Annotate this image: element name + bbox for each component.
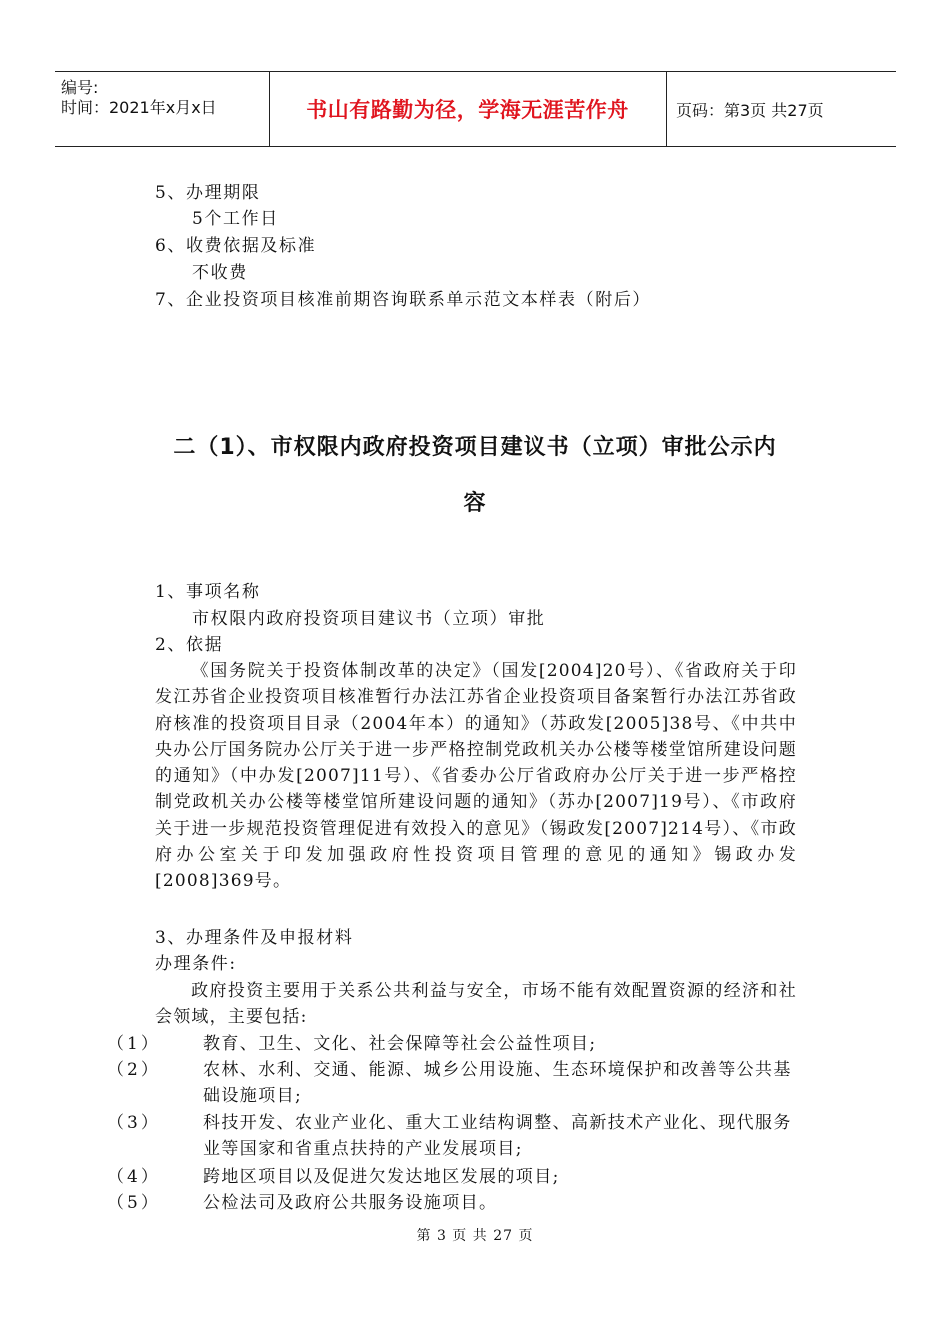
list-item-text: 教育、卫生、文化、社会保障等社会公益性项目; xyxy=(203,1034,597,1054)
list-item-number: （3） xyxy=(107,1113,161,1133)
list-item-text: 农林、水利、交通、能源、城乡公用设施、生态环境保护和改善等公共基础设施项目; xyxy=(203,1060,792,1106)
item2-title: 2、依据 xyxy=(155,635,224,655)
conditions-intro xyxy=(155,978,797,1031)
list-item xyxy=(107,1110,797,1162)
list-item-text: 公检法司及政府公共服务设施项目。 xyxy=(203,1193,498,1213)
header-divider xyxy=(666,72,667,146)
list-item-number: （4） xyxy=(107,1167,161,1187)
header-motto: 书山有路勤为径，学海无涯苦作舟 xyxy=(306,98,629,122)
item2-body xyxy=(155,658,797,895)
conditions-intro-text: 政府投资主要用于关系公共利益与安全，市场不能有效配置资源的经济和社会领域，主要包括: xyxy=(155,981,797,1028)
page-footer: 第 3 页 共 27 页 xyxy=(416,1228,534,1244)
list-item xyxy=(107,1190,797,1216)
item7-title: 7、企业投资项目核准前期咨询联系单示范文本样表（附后） xyxy=(155,290,652,310)
list-item xyxy=(107,1031,797,1057)
list-item-number: （1） xyxy=(107,1034,161,1054)
item2-body-text: 《国务院关于投资体制改革的决定》（国发[2004]20号）、《省政府关于印发江苏省企业投资项目核准暂行办法江苏省企业投资项目备案暂行办法江苏省政府核准的投资项目目录（2004年本）的通知》（苏政发[2005]38号、《中共中央办公厅国务院办公厅关于进一步严格控制党政机关办公楼等楼堂馆所建设问题的通知》（中办发[2007]11号）、《省委办公厅省政府办公厅关于进一步严格控制党政机关办公楼等楼堂馆所建设问题的通知》（苏办[2007]19号）、《市政府关于进一步规范投资管理促进有效投入的意见》（锡政发[2007]214号）、《市政府办公室关于印发加强政府性投资项目管理的意见的通知》锡政办发[2008]369号。 xyxy=(155,661,797,892)
list-item-number: （5） xyxy=(107,1193,161,1213)
header-time-label: 时间：2021年x月x日 xyxy=(61,98,217,117)
item3-title: 3、办理条件及申报材料 xyxy=(155,928,354,948)
header-page-info: 页码：第3页 共27页 xyxy=(676,100,824,120)
list-item xyxy=(107,1164,797,1190)
item1-value: 市权限内政府投资项目建议书（立项）审批 xyxy=(192,609,546,629)
header-meta xyxy=(61,78,217,118)
item1-title: 1、事项名称 xyxy=(155,582,261,602)
conditions-label: 办理条件: xyxy=(155,954,237,974)
list-item xyxy=(107,1057,797,1109)
list-item-number: （2） xyxy=(107,1060,161,1080)
header-number-label: 编号: xyxy=(61,78,99,97)
section-heading-line1: 二（1）、市权限内政府投资项目建议书（立项）审批公示内 xyxy=(173,435,777,460)
section-heading-line2: 容 xyxy=(463,491,487,516)
list-item-text: 科技开发、农业产业化、重大工业结构调整、高新技术产业化、现代服务业等国家和省重点扶持的产业发展项目; xyxy=(203,1113,792,1159)
item5-title: 5、办理期限 xyxy=(155,183,261,203)
page-header xyxy=(55,71,896,147)
list-item-text: 跨地区项目以及促进欠发达地区发展的项目; xyxy=(203,1167,560,1187)
item5-value: 5个工作日 xyxy=(192,209,279,229)
item6-title: 6、收费依据及标准 xyxy=(155,236,317,256)
item6-value: 不收费 xyxy=(192,263,248,283)
